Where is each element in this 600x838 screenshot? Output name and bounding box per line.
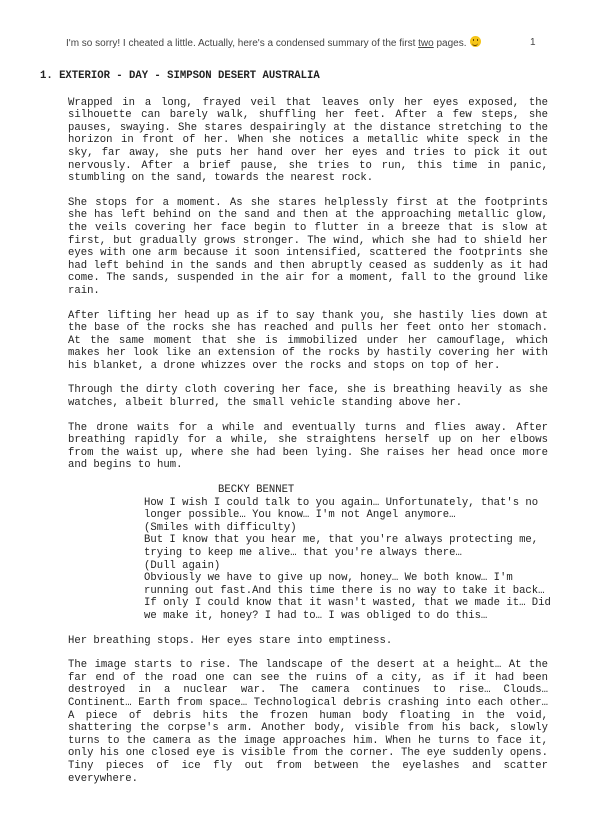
page-header [66, 36, 560, 49]
action-paragraph-1: Wrapped in a long, frayed veil that leaves only her eyes exposed, the silhouette can barely walk, shuffling her feet. After a few steps, she pauses, swaying. She stares despairingly at the distance stretching to the horizon in front of her. When she notices a metallic white speck in the sky, far away, she puts her hand over her eyes and tries to pick it out nervously. After a brief pause, she tries to run, this time in panic, stumbling on the sand, towards the nearest rock. [68, 96, 548, 185]
dialogue-line-3: Obviously we have to give up now, honey… We both know… I'm running out fast.And this time there is no way to take it back… If only I could know that it wasn't wasted, that we made it… Did we make it, honey? I had to… I was obliged to do this… [144, 572, 551, 622]
character-name: BECKY BENNET [218, 484, 295, 497]
action-paragraph-4: Through the dirty cloth covering her face, she is breathing heavily as she watches, albeit blurred, the small vehicle standing above her. [68, 384, 548, 410]
dialogue-line-2: But I know that you hear me, that you're always protecting me, trying to keep me alive… that you're always there… [144, 534, 539, 559]
parenthetical-1: (Smiles with difficulty) [144, 521, 297, 534]
action-paragraph-2: She stops for a moment. As she stares helplessly first at the footprints she has left behind on the sand and then at the approaching metallic glow, the veils covering her face begin to flutter in a breeze that is slow at first, but gradually grows stronger. The wind, which she had to shield her eyes with one arm because it soon intensified, scattered the footprints she had left behind in the sands and then abruptly ceased as suddenly as it had come. The sands, suspended in the air for a moment, fall to the ground like rain. [68, 196, 548, 297]
spacer [40, 623, 570, 635]
dialogue-block [144, 497, 554, 623]
action-paragraph-5: The drone waits for a while and eventually turns and flies away. After breathing rapidly for a while, she straightens herself up on her elbows from the waist up, where she had been lying. She raises her head once more and begins to hum. [68, 421, 548, 472]
smiling-face-emoji-icon [470, 36, 481, 47]
header-note-part-2: pages. [433, 38, 467, 49]
script-body [40, 70, 570, 797]
action-paragraph-7: The image starts to rise. The landscape of the desert at a height… At the far end of the road one can see the ruins of a city, as if it had been destroyed in a nuclear war. The camera continues to rise… Clouds… Continent… Earth from space… Technological debris crashing into each other… A piece of debris hits the frozen human body floating in the void, shattering the corpse's arm. Another body, visible from his back, slowly turns to the camera as the image approaches him. When he turns to face it, only his one closed eye is visible from the corner. The eye suddenly opens. Tiny pieces of ice fly out from between the eyelashes and scatter everywhere. [68, 659, 548, 785]
header-note-part-1: I'm so sorry! I cheated a little. Actually, here's a condensed summary of the first [66, 38, 419, 49]
page-number: 1 [530, 37, 536, 48]
header-note-underlined: two [418, 38, 434, 49]
parenthetical-2: (Dull again) [144, 559, 221, 572]
scene-heading: 1. EXTERIOR - DAY - SIMPSON DESERT AUSTRALIA [40, 70, 320, 82]
action-paragraph-6: Her breathing stops. Her eyes stare into emptiness. [68, 634, 393, 647]
header-note [66, 36, 481, 49]
action-paragraph-3: After lifting her head up as if to say thank you, she hastily lies down at the base of the rocks she has reached and pulls her feet onto her stomach. At the same moment that she is immobilized under her camouflage, which makes her look like an extension of the rocks by hastily covering her with his blanket, a drone whizzes over the rocks and stops on top of her. [68, 309, 548, 372]
dialogue-line-1: How I wish I could talk to you again… Unfortunately, that's no longer possible… You know… I'm not Angel anymore… [144, 496, 539, 522]
